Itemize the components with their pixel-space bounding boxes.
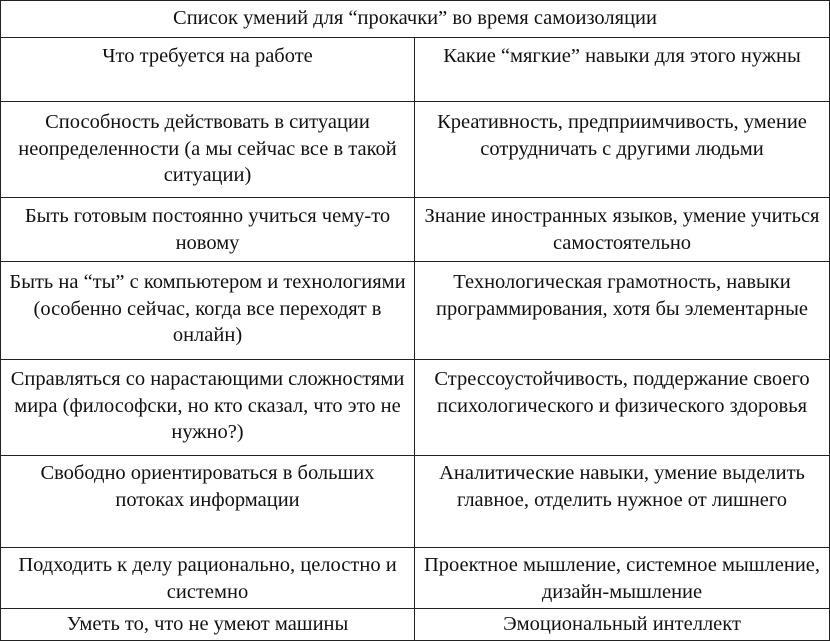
table-row: [1, 456, 830, 548]
soft-skills-cell: Знание иностранных языков, умение учиться самостоятельно: [415, 198, 830, 262]
requirement-cell: Уметь то, что не умеют машины: [1, 609, 415, 641]
column-header-requirement: Что требуется на работе: [1, 38, 415, 102]
table-row: [1, 102, 830, 198]
requirement-cell: Подходить к делу рационально, целостно и системно: [1, 548, 415, 609]
table-title-row: [1, 1, 830, 38]
soft-skills-cell: Аналитические навыки, умение выделить главное, отделить нужное от лишнего: [415, 456, 830, 548]
soft-skills-cell: Проектное мышление, системное мышление, дизайн-мышление: [415, 548, 830, 609]
requirement-cell: Способность действовать в ситуации неопределенности (а мы сейчас все в такой ситуации): [1, 102, 415, 198]
column-header-soft-skills: Какие “мягкие” навыки для этого нужны: [415, 38, 830, 102]
table-title: Список умений для “прокачки” во время самоизоляции: [1, 1, 830, 38]
table-row: [1, 609, 830, 641]
table-row: [1, 198, 830, 262]
requirement-cell: Справляться со нарастающими сложностями мира (философски, но кто сказал, что это не нужно?): [1, 360, 415, 456]
table-row: [1, 548, 830, 609]
table-header-row: [1, 38, 830, 102]
requirement-cell: Свободно ориентироваться в больших потоках информации: [1, 456, 415, 548]
requirement-cell: Быть на “ты” с компьютером и технологиями (особенно сейчас, когда все переходят в онлайн): [1, 262, 415, 360]
soft-skills-cell: Эмоциональный интеллект: [415, 609, 830, 641]
table-row: [1, 262, 830, 360]
table-row: [1, 360, 830, 456]
soft-skills-cell: Креативность, предприимчивость, умение сотрудничать с другими людьми: [415, 102, 830, 198]
soft-skills-cell: Стрессоустойчивость, поддержание своего психологического и физического здоровья: [415, 360, 830, 456]
soft-skills-cell: Технологическая грамотность, навыки программирования, хотя бы элементарные: [415, 262, 830, 360]
requirement-cell: Быть готовым постоянно учиться чему-то новому: [1, 198, 415, 262]
